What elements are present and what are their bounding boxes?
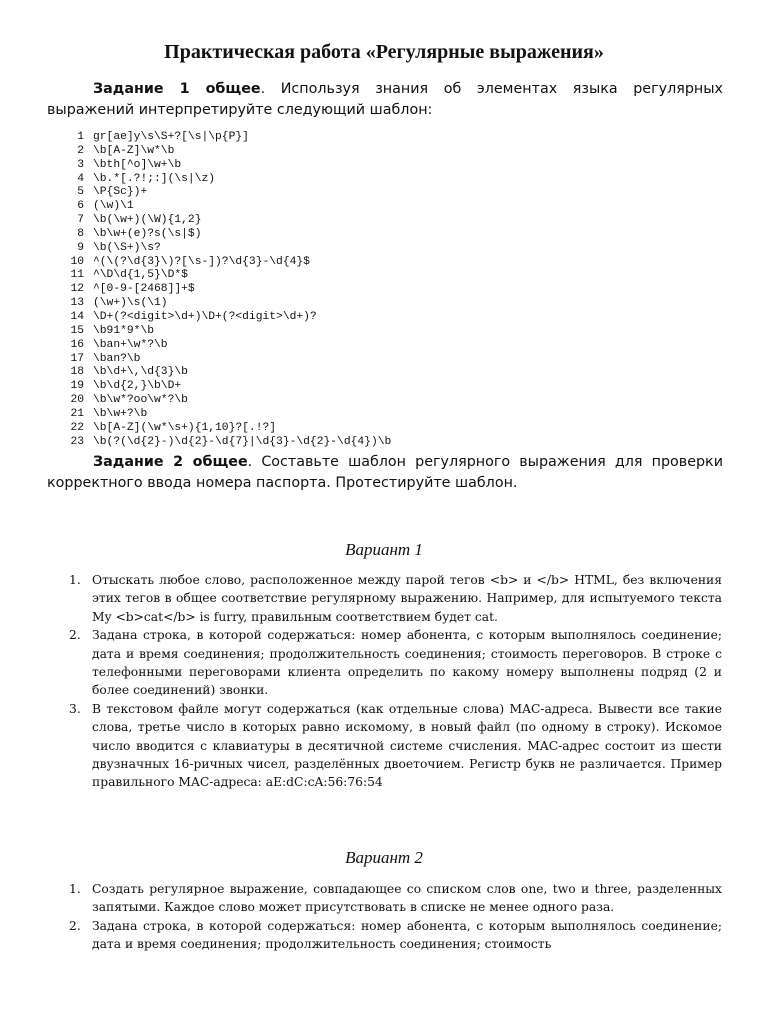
regex-pattern-line [66,200,391,214]
regex-pattern-line [66,131,391,145]
list-item [47,917,722,954]
line-number: 14 [70,310,84,323]
line-number: 21 [70,407,84,420]
regex-pattern-line [66,256,391,270]
regex-pattern-line [66,436,391,450]
regex-pattern-text: (\w+)\s(\1) [93,297,168,310]
regex-pattern-text: \bth[^o]\w+\b [93,158,182,171]
regex-pattern-line [66,339,391,353]
list-item-text: Создать регулярное выражение, совпадающее со списком слов one, two и three, разделенных запятыми. Каждое слово может присутствовать в списке не менее одного раза. [92,882,722,915]
regex-pattern-text: \ban?\b [93,352,141,365]
regex-pattern-text: \b\w+(e)?s(\s|$) [93,227,202,240]
line-number: 4 [77,172,84,185]
list-item [47,571,722,626]
line-number: 19 [70,380,84,393]
regex-pattern-text: ^[0-9-[2468]]+$ [93,283,195,296]
task-1-text: . Используя знания об элементах языка регулярных выражений интерпретируйте следующий шаблон: [47,81,723,118]
line-number: 1 [77,131,84,143]
regex-pattern-line [66,159,391,173]
line-number: 17 [70,352,84,365]
list-item [47,880,722,917]
regex-pattern-text: \ban+\w*?\b [93,338,168,351]
line-number: 18 [70,366,84,379]
regex-pattern-text: \b91*9*\b [93,324,155,337]
variant-1-heading: Вариант 1 [345,540,423,559]
page-title: Практическая работа «Регулярные выражения» [164,41,604,63]
regex-pattern-line [66,325,391,339]
regex-pattern-line [66,283,391,297]
regex-pattern-line [66,269,391,283]
list-item-text: Задана строка, в которой содержаться: номер абонента, с которым выполнялось соединение; дата и время соединения; продолжительность соединения; стоимость [92,918,722,952]
line-number: 12 [70,283,84,296]
line-number: 8 [77,227,84,240]
line-number: 13 [70,297,84,310]
regex-pattern-line [66,353,391,367]
regex-pattern-list [66,131,391,449]
regex-pattern-text: \P{Sc})+ [93,186,148,199]
regex-pattern-text: \b\d+\,\d{3}\b [93,366,188,379]
regex-pattern-line [66,228,391,242]
line-number: 15 [70,324,84,337]
regex-pattern-line [66,214,391,228]
line-number: 9 [77,241,84,254]
regex-pattern-text: \b\w*?oo\w*?\b [93,394,188,407]
regex-pattern-text: \b[A-Z](\w*\s+){1,10}?[.!?] [93,421,277,434]
list-item [47,700,722,792]
task-2-text: . Составьте шаблон регулярного выражения для проверки корректного ввода номера паспорта. Протестируйте шаблон. [47,454,723,491]
regex-pattern-text: ^\D\d{1,5}\D*$ [93,269,188,282]
regex-pattern-text: \b\w+?\b [93,407,148,420]
regex-pattern-line [66,145,391,159]
line-number: 11 [70,269,84,282]
variant-1-list [47,571,722,792]
line-number: 7 [77,214,84,227]
task-1-paragraph [47,79,723,121]
regex-pattern-line [66,408,391,422]
regex-pattern-text: \b(\w+)(\W){1,2} [93,214,202,227]
list-item-text: Задана строка, в которой содержаться: номер абонента, с которым выполнялось соединение; дата и время соединения; продолжительность соединения; стоимость переговоров. В строке с телефонными переговорами клиента определить по какому номеру выполнены подряд (2 и более соединений) звонки. [92,628,722,698]
list-item-text: Отыскать любое слово, расположенное между парой тегов <b> и </b> HTML, без включения этих тегов в общее соответствие регулярному выражению. Например, для испытуемого текста My <b>cat</b> is furry, правильным соответствием будет cat. [92,573,722,624]
task-1-label: Задание 1 общее [93,81,261,97]
regex-pattern-line [66,173,391,187]
regex-pattern-text: \b(?(\d{2}-)\d{2}-\d{7}|\d{3}-\d{2}-\d{4})\b [93,435,392,448]
list-item-number: 1. [69,882,81,896]
task-2-label: Задание 2 общее [93,454,248,470]
list-item-number: 3. [69,701,81,716]
regex-pattern-text: (\w)\1 [93,200,134,213]
task-2-paragraph [47,452,723,494]
list-item-number: 2. [69,918,81,933]
regex-pattern-line [66,242,391,256]
regex-pattern-line [66,422,391,436]
regex-pattern-line [66,311,391,325]
line-number: 2 [77,144,84,157]
line-number: 5 [77,186,84,199]
regex-pattern-line [66,380,391,394]
line-number: 22 [70,421,84,434]
line-number: 6 [77,200,84,213]
regex-pattern-line [66,394,391,408]
regex-pattern-text: \b\d{2,}\b\D+ [93,380,182,393]
line-number: 3 [77,158,84,171]
list-item-number: 1. [69,573,81,587]
regex-pattern-line [66,366,391,380]
variant-2-heading: Вариант 2 [345,848,423,867]
line-number: 23 [70,435,84,448]
regex-pattern-line [66,297,391,311]
regex-pattern-text: \D+(?<digit>\d+)\D+(?<digit>\d+)? [93,310,317,323]
list-item-text: В текстовом файле могут содержаться (как отдельные слова) MAC-адреса. Вывести все такие слова, третье число в которых равно искомому, в новый файл (по одному в строку). Искомое число вводится с клавиатуры в десятичной системе счисления. MAC-адрес состоит из шести двузначных 16-ричных чисел, разделённых двоеточием. Регистр букв не различается. Пример правильного MAC-адреса: aE:dC:cA:56:76:54 [92,701,722,790]
regex-pattern-text: \b.*[.?!;:](\s|\z) [93,172,216,185]
regex-pattern-text: \b[A-Z]\w*\b [93,144,175,157]
list-item [47,626,722,700]
regex-pattern-line [66,186,391,200]
line-number: 16 [70,338,84,351]
line-number: 10 [70,255,84,268]
regex-pattern-text: gr[ae]y\s\S+?[\s|\p{P}] [93,131,249,143]
variant-2-list [47,880,722,954]
line-number: 20 [70,394,84,407]
regex-pattern-text: \b(\S+)\s? [93,241,161,254]
list-item-number: 2. [69,628,81,643]
regex-pattern-text: ^(\(?\d{3}\)?[\s-])?\d{3}-\d{4}$ [93,255,310,268]
